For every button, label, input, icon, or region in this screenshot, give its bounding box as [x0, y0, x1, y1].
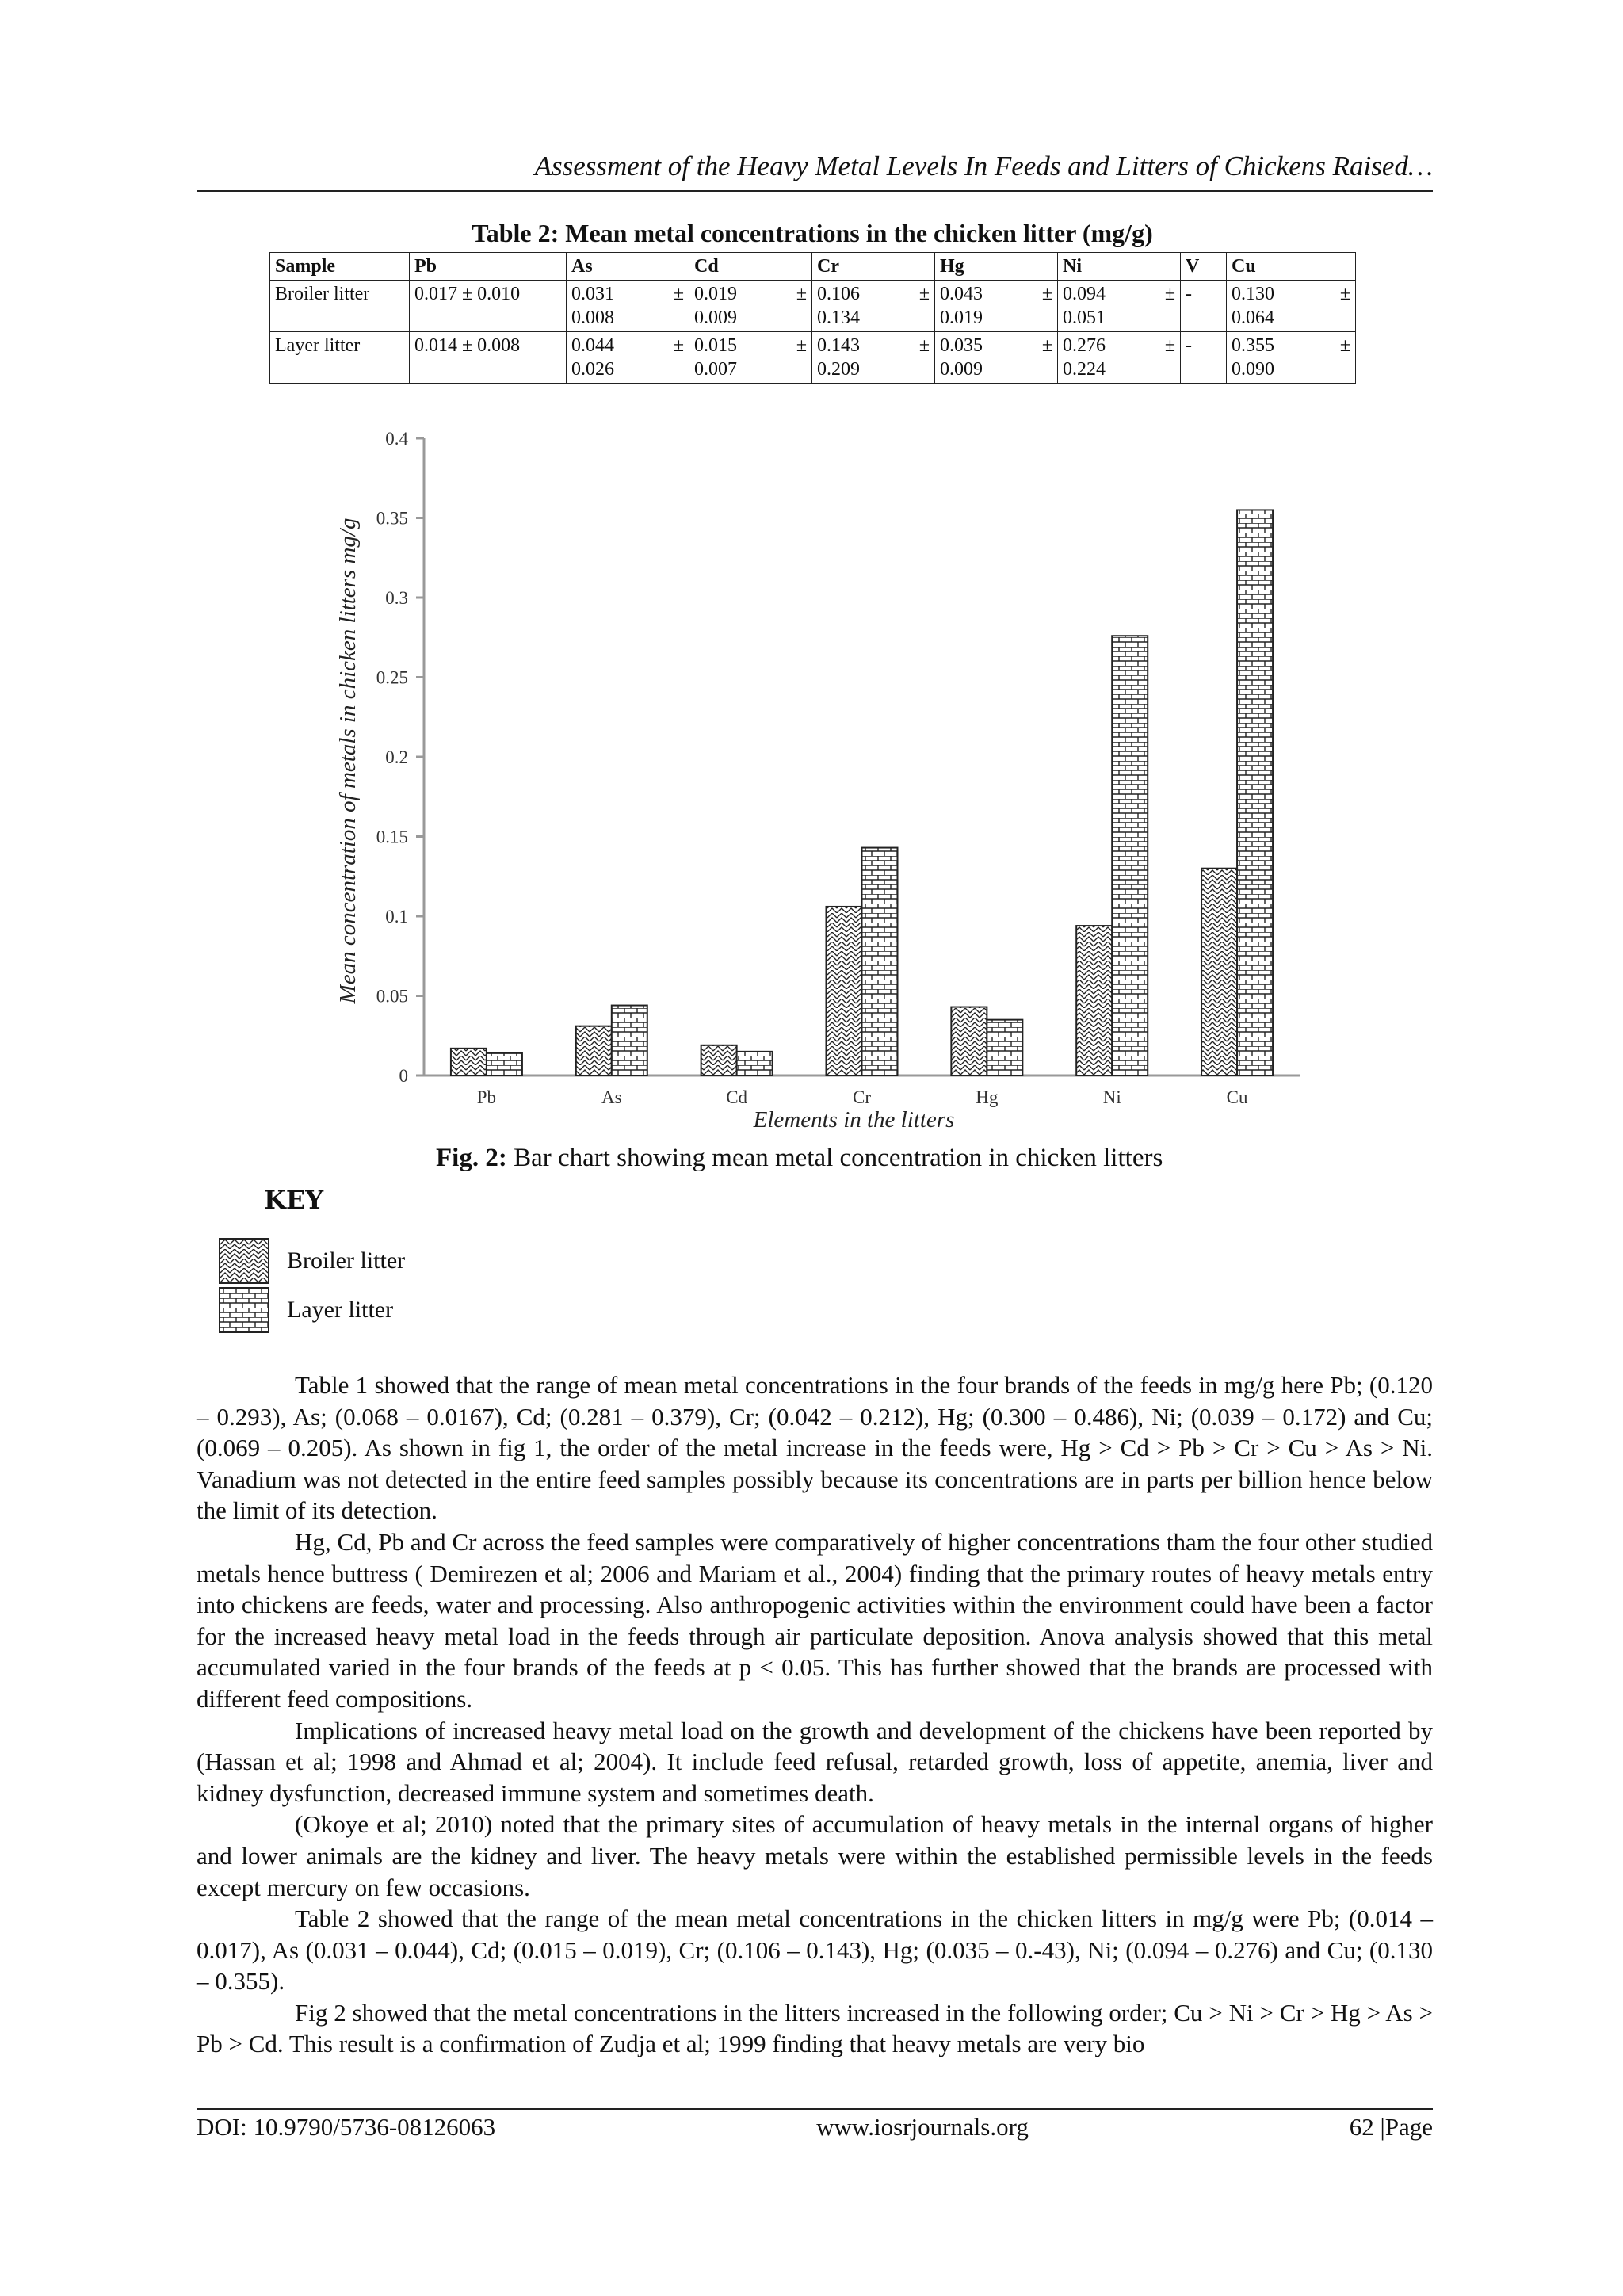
y-tick-label: 0.05 [376, 986, 408, 1007]
col-header: Hg [935, 253, 1058, 281]
cell-pm: ± [1339, 335, 1350, 356]
cell-pm: ± [918, 284, 930, 304]
bar-cd-broiler [701, 1045, 737, 1075]
table-cell-value: 0.014 ± 0.008 [410, 332, 567, 384]
cell-sd: 0.224 [1063, 359, 1106, 380]
cell-mean: 0.035 [940, 335, 983, 356]
bar-cr-broiler [827, 907, 862, 1075]
col-header: Cd [689, 253, 812, 281]
bar-as-broiler [576, 1026, 612, 1075]
figure-caption-text: Bar chart showing mean metal concentration in chicken litters [506, 1144, 1163, 1172]
col-header: Cu [1227, 253, 1356, 281]
cell-mean: 0.130 [1232, 284, 1274, 304]
y-tick-label: 0.4 [385, 429, 408, 449]
footer-page: 62 |Page [1349, 2113, 1433, 2141]
cell-sd: 0.064 [1232, 308, 1274, 328]
cell-pm: ± [673, 284, 684, 304]
cell-pm: ± [1164, 335, 1175, 356]
bar-pb-layer [487, 1053, 522, 1075]
paragraph: Implications of increased heavy metal load on the growth and development of the chickens have been reported by (Hassan et al; 1998 and Ahmad et al; 2004). It include feed refusal, retarded growth, loss of appetite, anemia, liver and kidney dysfunction, decreased immune system and sometimes death. [197, 1716, 1433, 1807]
paragraph: (Okoye et al; 2010) noted that the primary sites of accumulation of heavy metals in the internal organs of higher and lower animals are the kidney and liver. The heavy metals were within the established permissible levels in the feeds except mercury on few occasions. [197, 1810, 1433, 1901]
cell-sd: 0.008 [571, 308, 614, 328]
cell-sd: 0.090 [1232, 359, 1274, 380]
col-header: Pb [410, 253, 567, 281]
y-tick-label: 0.1 [385, 907, 408, 926]
cell-pm: ± [1339, 284, 1350, 304]
cell-sd: 0.209 [817, 359, 860, 380]
bar-as-layer [612, 1006, 647, 1075]
brick-swatch [219, 1287, 269, 1333]
y-tick-label: 0 [399, 1066, 408, 1086]
cell-mean: 0.015 [694, 335, 737, 356]
x-tick-label: Cr [853, 1087, 871, 1107]
body-text [197, 1370, 1433, 2060]
x-tick-label: Pb [476, 1087, 497, 1107]
cell-mean: 0.031 [571, 284, 614, 304]
cell-mean: 0.094 [1063, 284, 1106, 304]
paragraph: Table 1 showed that the range of mean metal concentrations in the four brands of the feeds in mg/g here Pb; (0.120 – 0.293), As; (0.068 – 0.0167), Cd; (0.281 – 0.379), Cr; (0.042 – 0.212), Hg; (0.300 – 0.486), Ni; (0.039 – 0.172) and Cu; (0.069 – 0.205). As shown in fig 1, the order of the metal increase in the feeds were, Hg > Cd > Pb > Cr > Cu > As > Ni. Vanadium was not detected in the entire feed samples possibly because its concentrations are in parts per billion hence below the limit of its detection. [197, 1371, 1433, 1525]
table-cell-sample: Layer litter [270, 332, 410, 384]
bar-pb-broiler [451, 1049, 487, 1075]
bar-cd-layer [737, 1052, 773, 1075]
key-title: KEY [264, 1185, 324, 1215]
paragraph: Hg, Cd, Pb and Cr across the feed samples were comparatively of higher concentrations tham the four other studied metals hence buttress ( Demirezen et al; 2006 and Mariam et al., 2004) finding that the primary routes of heavy metals entry into chickens are feeds, water and processing. Also anthropogenic activities within the environment could have been a factor for the increased heavy metal load in the feeds through air particulate deposition. Anova analysis showed that this metal accumulated varied in the four brands of the feeds at p < 0.05. This has further showed that the brands are processed with different feed compositions. [197, 1527, 1433, 1713]
x-tick-label: Cd [726, 1087, 748, 1107]
key-label-broiler: Broiler litter [287, 1247, 406, 1274]
cell-sd: 0.009 [940, 359, 983, 380]
cell-sd: 0.007 [694, 359, 737, 380]
paragraph: Table 2 showed that the range of the mean metal concentrations in the chicken litters in mg/g were Pb; (0.014 – 0.017), As (0.031 – 0.044), Cd; (0.015 – 0.019), Cr; (0.106 – 0.143), Hg; (0.035 – 0.-43), Ni; (0.094 – 0.276) and Cu; (0.130 – 0.355). [197, 1904, 1433, 1996]
bar-ni-broiler [1076, 926, 1112, 1075]
bar-hg-broiler [951, 1007, 987, 1075]
table-cell-value: - [1181, 332, 1227, 384]
y-tick-label: 0.25 [376, 667, 408, 688]
bar-ni-layer [1112, 636, 1148, 1075]
cell-sd: 0.134 [817, 308, 860, 328]
cell-pm: ± [1164, 284, 1175, 304]
running-header: Assessment of the Heavy Metal Levels In Feeds and Litters of Chickens Raised… [534, 151, 1433, 181]
table-cell-value: 0.017 ± 0.010 [410, 281, 567, 332]
footer [197, 2113, 1433, 2141]
y-tick-label: 0.2 [385, 747, 408, 767]
figure-caption-label: Fig. 2: [436, 1144, 507, 1172]
col-header: Ni [1058, 253, 1181, 281]
table-title: Table 2: Mean metal concentrations in the chicken litter (mg/g) [472, 219, 1153, 247]
cell-mean: 0.276 [1063, 335, 1106, 356]
cell-pm: ± [796, 335, 807, 356]
key-item-broiler [219, 1238, 405, 1284]
cell-sd: 0.051 [1063, 308, 1106, 328]
cell-pm: ± [1041, 335, 1052, 356]
y-tick-label: 0.35 [376, 508, 408, 529]
footer-rule [197, 2108, 1433, 2110]
y-tick-label: 0.3 [385, 588, 408, 608]
cell-mean: 0.019 [694, 284, 737, 304]
footer-site: www.iosrjournals.org [816, 2113, 1029, 2141]
col-header: As [567, 253, 689, 281]
key-item-layer [219, 1287, 393, 1333]
bar-cu-broiler [1201, 869, 1237, 1075]
cell-pm: ± [1041, 284, 1052, 304]
cell-pm: ± [673, 335, 684, 356]
col-header: Cr [812, 253, 935, 281]
bar-hg-layer [987, 1020, 1022, 1075]
x-tick-label: Cu [1226, 1087, 1248, 1107]
table-cell-sample: Broiler litter [270, 281, 410, 332]
y-tick-label: 0.15 [376, 827, 408, 847]
x-tick-label: Hg [976, 1087, 999, 1107]
cell-sd: 0.019 [940, 308, 983, 328]
cell-sd: 0.009 [694, 308, 737, 328]
paragraph: Fig 2 showed that the metal concentrations in the litters increased in the following order; Cu > Ni > Cr > Hg > As > Pb > Cd. This result is a confirmation of Zudja et al; 1999 finding that heavy metals are very bio [197, 1998, 1433, 2058]
figure-caption [436, 1144, 1163, 1173]
x-tick-label: As [601, 1087, 622, 1107]
cell-mean: 0.044 [571, 335, 614, 356]
y-axis-title: Mean concentration of metals in chicken litters mg/g [335, 518, 361, 1004]
cell-mean: 0.043 [940, 284, 983, 304]
footer-doi: DOI: 10.9790/5736-08126063 [197, 2113, 496, 2141]
cell-mean: 0.106 [817, 284, 860, 304]
bar-cr-layer [862, 848, 898, 1075]
cell-pm: ± [796, 284, 807, 304]
herringbone-swatch [219, 1238, 269, 1284]
bar-cu-layer [1237, 510, 1273, 1075]
cell-sd: 0.026 [571, 359, 614, 380]
cell-pm: ± [918, 335, 930, 356]
key-label-layer: Layer litter [287, 1297, 394, 1323]
x-axis-title: Elements in the litters [753, 1107, 955, 1133]
col-header: V [1181, 253, 1227, 281]
col-header: Sample [270, 253, 410, 281]
cell-mean: 0.143 [817, 335, 860, 356]
x-tick-label: Ni [1102, 1087, 1121, 1107]
cell-mean: 0.355 [1232, 335, 1274, 356]
table-cell-value: - [1181, 281, 1227, 332]
